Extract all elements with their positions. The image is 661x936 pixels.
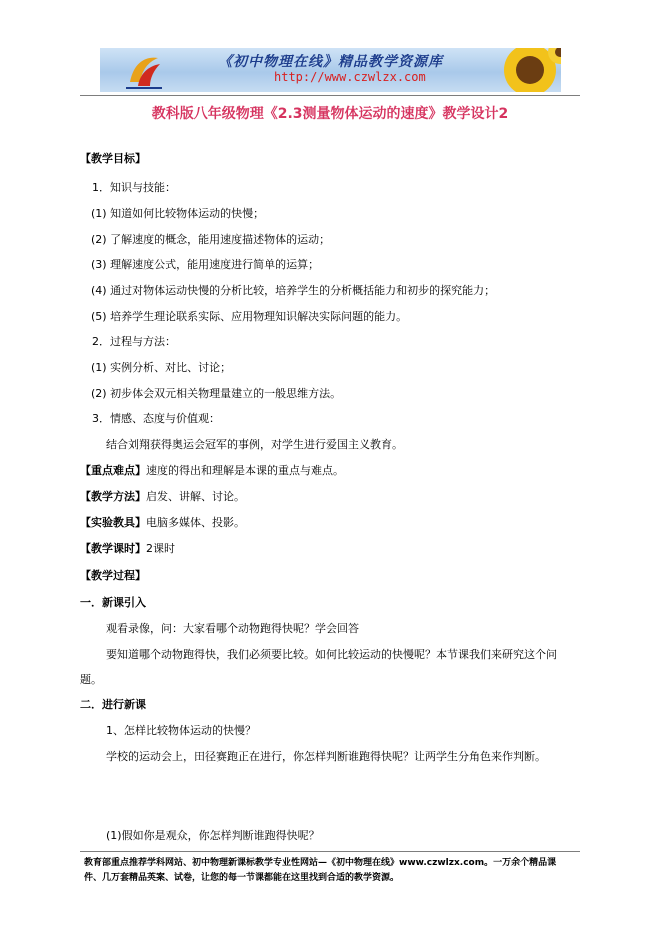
process-heading: 【教学过程】 [80,569,146,582]
goal-1-item-3: (3) 理解速度公式，能用速度进行简单的运算； [91,258,320,271]
key-points-row [80,464,344,478]
section-2-heading: 二．进行新课 [80,698,146,711]
teaching-goals-heading: 【教学目标】 [80,152,146,165]
banner-url[interactable]: http://www.czwlzx.com [274,70,426,84]
footer-line-2: 件、几万套精品英案、试卷，让您的每一节课都能在这里找到合适的教学资源。 [84,873,400,883]
section-2-paragraph-1: 学校的运动会上，田径赛跑正在进行，你怎样判断谁跑得快呢？让两学生分角色来作判断。 [106,750,546,763]
equipment-row [80,516,245,530]
section-1-heading: 一．新课引入 [80,596,146,609]
goal-1-item-2: (2) 了解速度的概念，能用速度描述物体的运动； [91,233,331,246]
header-banner [100,48,561,92]
methods-row [80,490,245,504]
goal-1-item-1: (1) 知道如何比较物体运动的快慢； [91,207,265,220]
footer-rule [80,851,580,852]
equipment-label: 【实验教具】 [80,516,146,529]
periods-label: 【教学课时】 [80,542,146,555]
section-1-paragraph-1: 观看录像，问：大家看哪个动物跑得快呢？学会回答 [106,622,359,635]
periods-row [80,542,175,556]
goal-3-item-1: 结合刘翔获得奥运会冠军的事例，对学生进行爱国主义教育。 [106,438,403,451]
goal-1-heading: 1．知识与技能： [92,181,176,194]
section-2-subheading-1: 1、怎样比较物体运动的快慢？ [106,724,256,737]
section-1-paragraph-2-cont: 题。 [80,673,102,686]
section-1-paragraph-2: 要知道哪个动物跑得快，我们必须要比较。如何比较运动的快慢呢？本节课我们来研究这个问 [106,648,557,661]
document-title: 教科版八年级物理《2.3测量物体运动的速度》教学设计2 [151,106,509,122]
key-points-text: 速度的得出和理解是本课的重点与难点。 [146,464,344,477]
header-rule [80,95,580,96]
goal-2-item-1: (1) 实例分析、对比、讨论； [91,361,232,374]
goal-1-item-5: (5) 培养学生理论联系实际、应用物理知识解决实际问题的能力。 [91,310,408,323]
goal-2-heading: 2．过程与方法： [92,335,176,348]
equipment-text: 电脑多媒体、投影。 [146,516,245,529]
methods-label: 【教学方法】 [80,490,146,503]
footer-note [84,856,584,886]
footer-line-1: 教育部重点推荐学科网站、初中物理新课标教学专业性网站—《初中物理在线》www.czwlzx.com。一万余个精品课 [84,858,557,868]
banner-title: 《初中物理在线》精品教学资源库 [218,54,443,70]
section-2-question-1: (1)假如你是观众，你怎样判断谁跑得快呢？ [106,829,320,842]
methods-text: 启发、讲解、讨论。 [146,490,245,503]
periods-text: 2课时 [146,542,175,555]
goal-2-item-2: (2) 初步体会双元相关物理量建立的一般思维方法。 [91,387,342,400]
goal-3-heading: 3．情感、态度与价值观： [92,412,220,425]
goal-1-item-4: (4) 通过对物体运动快慢的分析比较，培养学生的分析概括能力和初步的探究能力； [91,284,496,297]
site-logo-icon [124,52,164,90]
sunflower-icon [478,48,561,92]
key-points-label: 【重点难点】 [80,464,146,477]
